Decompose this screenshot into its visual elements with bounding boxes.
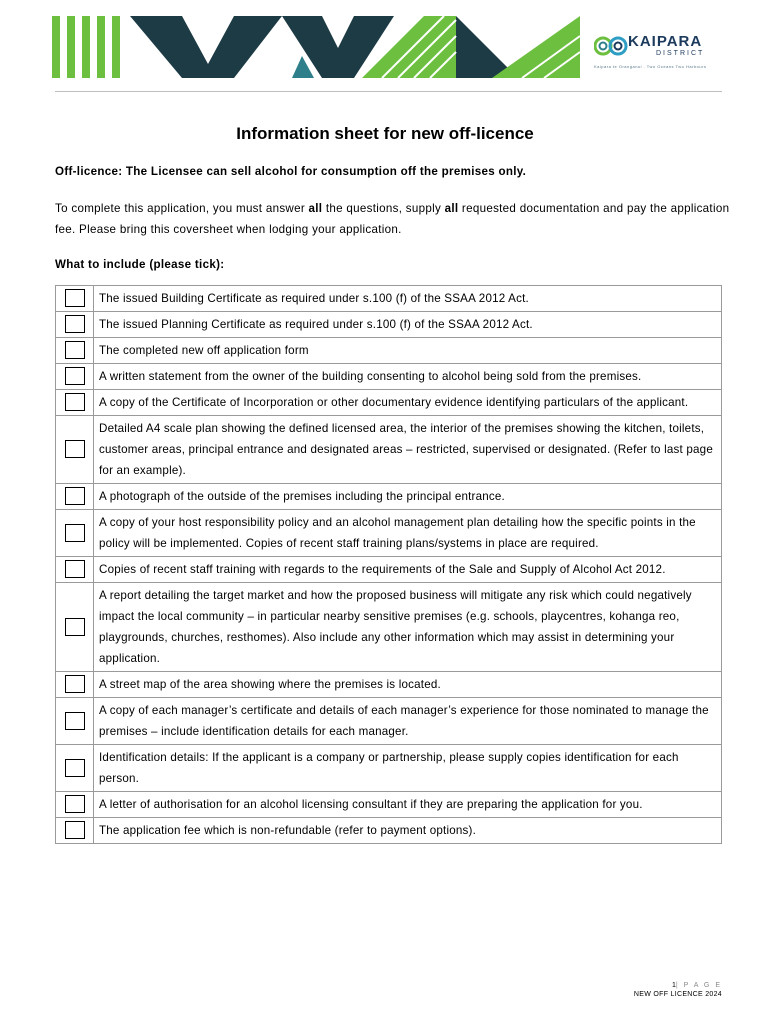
tick-checkbox[interactable] <box>65 393 85 411</box>
footer-document-name: NEW OFF LICENCE 2024 <box>633 991 722 998</box>
tick-checkbox[interactable] <box>65 367 85 385</box>
checklist-item-text: The issued Building Certificate as required under s.100 (f) of the SSAA 2012 Act. <box>94 286 722 312</box>
checklist-item-text: A photograph of the outside of the premises including the principal entrance. <box>94 484 722 510</box>
logo-tagline: Kaipara te Oranganui . Two Oceans Two Harbours <box>594 64 707 69</box>
checklist-item-text: A copy of your host responsibility policy and an alcohol management plan detailing how the specific points in the policy will be implemented. Copies of recent staff training plans/systems in place are required. <box>94 510 722 557</box>
checklist-table <box>55 285 722 844</box>
tick-checkbox[interactable] <box>65 618 85 636</box>
checklist-item-text: Detailed A4 scale plan showing the defined licensed area, the interior of the premises showing the kitchen, toilets, customer areas, principal entrance and designated areas – restricted, supervised or designated. (Refer to last page for an example). <box>94 416 722 484</box>
intro-text-1: To complete this application, you must answer <box>55 202 309 215</box>
checkbox-cell <box>56 390 94 416</box>
checklist-row <box>56 698 722 745</box>
checklist-item-text: A copy of the Certificate of Incorporation or other documentary evidence identifying particulars of the applicant. <box>94 390 722 416</box>
checklist-row <box>56 312 722 338</box>
tick-checkbox[interactable] <box>65 795 85 813</box>
checklist-item-text: A street map of the area showing where the premises is located. <box>94 672 722 698</box>
checkbox-cell <box>56 583 94 672</box>
tick-checkbox[interactable] <box>65 315 85 333</box>
intro-bold-all-2: all <box>444 202 459 215</box>
checklist-item-text: A written statement from the owner of the building consenting to alcohol being sold from the premises. <box>94 364 722 390</box>
checklist-row <box>56 745 722 792</box>
checkbox-cell <box>56 557 94 583</box>
include-heading: What to include (please tick): <box>55 258 225 271</box>
tick-checkbox[interactable] <box>65 440 85 458</box>
checklist-item-text: A report detailing the target market and how the proposed business will mitigate any risk which could negatively impact the local community – in particular nearby sensitive premises (e.g. schools, playcentres, kohanga reo, playgrounds, churches, resthomes). Also include any other information which may assist in determining your application. <box>94 583 722 672</box>
checklist-row <box>56 484 722 510</box>
tick-checkbox[interactable] <box>65 289 85 307</box>
page-label: | P A G E <box>675 982 722 989</box>
intro-text-3: requested documentation and pay the application fee. Please bring this coversheet when lodging your application. <box>55 202 730 236</box>
tick-checkbox[interactable] <box>65 487 85 505</box>
checkbox-cell <box>56 286 94 312</box>
logo-district: DISTRICT <box>656 50 705 57</box>
checklist-row <box>56 338 722 364</box>
checklist-row <box>56 416 722 484</box>
checklist-item-text: The application fee which is non-refundable (refer to payment options). <box>94 818 722 844</box>
checkbox-cell <box>56 745 94 792</box>
checkbox-cell <box>56 792 94 818</box>
header-divider <box>55 91 722 92</box>
checklist-row <box>56 390 722 416</box>
licence-description: Off-licence: The Licensee can sell alcohol for consumption off the premises only. <box>55 165 527 178</box>
tick-checkbox[interactable] <box>65 759 85 777</box>
checklist-item-text: A letter of authorisation for an alcohol licensing consultant if they are preparing the application for you. <box>94 792 722 818</box>
tick-checkbox[interactable] <box>65 675 85 693</box>
page-title: Information sheet for new off-licence <box>236 124 534 143</box>
intro-paragraph <box>55 198 730 240</box>
checklist-row <box>56 583 722 672</box>
page-number: 1 <box>671 982 676 989</box>
checklist-item-text: Copies of recent staff training with regards to the requirements of the Sale and Supply of Alcohol Act 2012. <box>94 557 722 583</box>
checkbox-cell <box>56 338 94 364</box>
decorative-banner-graphic <box>52 14 582 78</box>
checklist-row <box>56 792 722 818</box>
checkbox-cell <box>56 818 94 844</box>
kaipara-district-logo <box>594 30 724 74</box>
checkbox-cell <box>56 312 94 338</box>
checkbox-cell <box>56 672 94 698</box>
checklist-item-text: The completed new off application form <box>94 338 722 364</box>
tick-checkbox[interactable] <box>65 560 85 578</box>
checkbox-cell <box>56 484 94 510</box>
tick-checkbox[interactable] <box>65 712 85 730</box>
intro-bold-all-1: all <box>308 202 323 215</box>
checkbox-cell <box>56 416 94 484</box>
header-banner <box>0 0 770 90</box>
checklist-row <box>56 557 722 583</box>
checklist-item-text: A copy of each manager’s certificate and details of each manager’s experience for those nominated to manage the premises – include identification details for each manager. <box>94 698 722 745</box>
checkbox-cell <box>56 698 94 745</box>
footer-page-number <box>672 982 722 989</box>
intro-text-2: the questions, supply <box>322 202 445 215</box>
checklist-row <box>56 672 722 698</box>
checklist-item-text: The issued Planning Certificate as required under s.100 (f) of the SSAA 2012 Act. <box>94 312 722 338</box>
checkbox-cell <box>56 510 94 557</box>
checkbox-cell <box>56 364 94 390</box>
checklist-row <box>56 510 722 557</box>
tick-checkbox[interactable] <box>65 524 85 542</box>
tick-checkbox[interactable] <box>65 341 85 359</box>
logo-name: KAIPARA <box>628 33 703 50</box>
checklist-item-text: Identification details: If the applicant is a company or partnership, please supply copies identification for each person. <box>94 745 722 792</box>
checklist-row <box>56 818 722 844</box>
tick-checkbox[interactable] <box>65 821 85 839</box>
checklist-row <box>56 364 722 390</box>
logo-swirl-icon <box>594 34 628 58</box>
checklist-row <box>56 286 722 312</box>
